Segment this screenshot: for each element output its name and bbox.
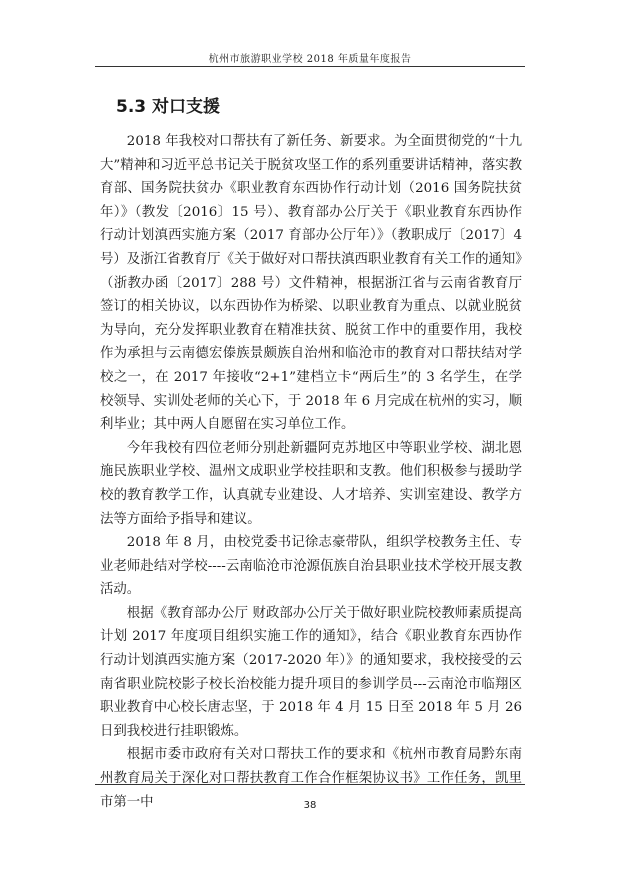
page-number: 38 [303, 800, 317, 811]
paragraph-1: 2018 年我校对口帮扶有了新任务、新要求。为全面贯彻党的“十九大”精神和习近平总书记关于脱贫攻坚工作的系列重要讲话精神，落实教育部、国务院扶贫办《职业教育东西协作行动计划（2016 国务院扶贫年）》（教发〔2016〕15 号）、教育部办公厅关于《职业教育东西协作行动计划滇西实施方案（2017 育部办公厅年）》（教职成厅〔2017〕4 号）及浙江省教育厅《关于做好对口帮扶滇西职业教育有关工作的通知》（浙教办函〔2017〕288 号）文件精神，根据浙江省与云南省教育厅签订的相关协议，以东西协作为桥梁、以职业教育为重点、以就业脱贫为导向，充分发挥职业教育在精准扶贫、脱贫工作中的重要作用，我校作为承担与云南德宏傣族景颇族自治州和临沧市的教育对口帮扶结对学校之一，在 2017 年接收“2+1”建档立卡“两后生”的 3 名学生，在学校领导、实训处老师的关心下，于 2018 年 6 月完成在杭州的实习，顺利毕业；其中两人自愿留在实习单位工作。 [100, 134, 522, 433]
footer-divider [95, 784, 525, 785]
paragraph-5: 根据市委市政府有关对口帮扶工作的要求和《杭州市教育局黔东南州教育局关于深化对口帮扶教育工作合作框架协议书》工作任务，凯里市第一中 [100, 747, 522, 810]
paragraph-3: 2018 年 8 月，由校党委书记徐志豪带队，组织学校教务主任、专业老师赴结对学校----云南临沧市沧源佤族自治县职业技术学校开展支教活动。 [100, 535, 522, 598]
body-text [100, 130, 522, 814]
running-header: 杭州市旅游职业学校 2018 年质量年度报告 [208, 54, 412, 65]
section-title: 5.3 对口支援 [116, 97, 221, 117]
paragraph-4: 根据《教育部办公厅 财政部办公厅关于做好职业院校教师素质提高计划 2017 年度项目组织实施工作的通知》，结合《职业教育东西协作行动计划滇西实施方案（2017-2020 年）》的通知要求，我校接受的云南省职业院校影子校长治校能力提升项目的参训学员---云南沧市临翔区职业教育中心校长唐志坚，于 2018 年 4 月 15 日至 2018 年 5 月 26 日到我校进行挂职锻炼。 [100, 605, 522, 739]
header-divider [95, 66, 525, 67]
paragraph-2: 今年我校有四位老师分别赴新疆阿克苏地区中等职业学校、湖北恩施民族职业学校、温州文成职业学校挂职和支教。他们积极参与援助学校的教育教学工作，认真就专业建设、人才培养、实训室建设、教学方法等方面给予指导和建议。 [100, 440, 522, 527]
